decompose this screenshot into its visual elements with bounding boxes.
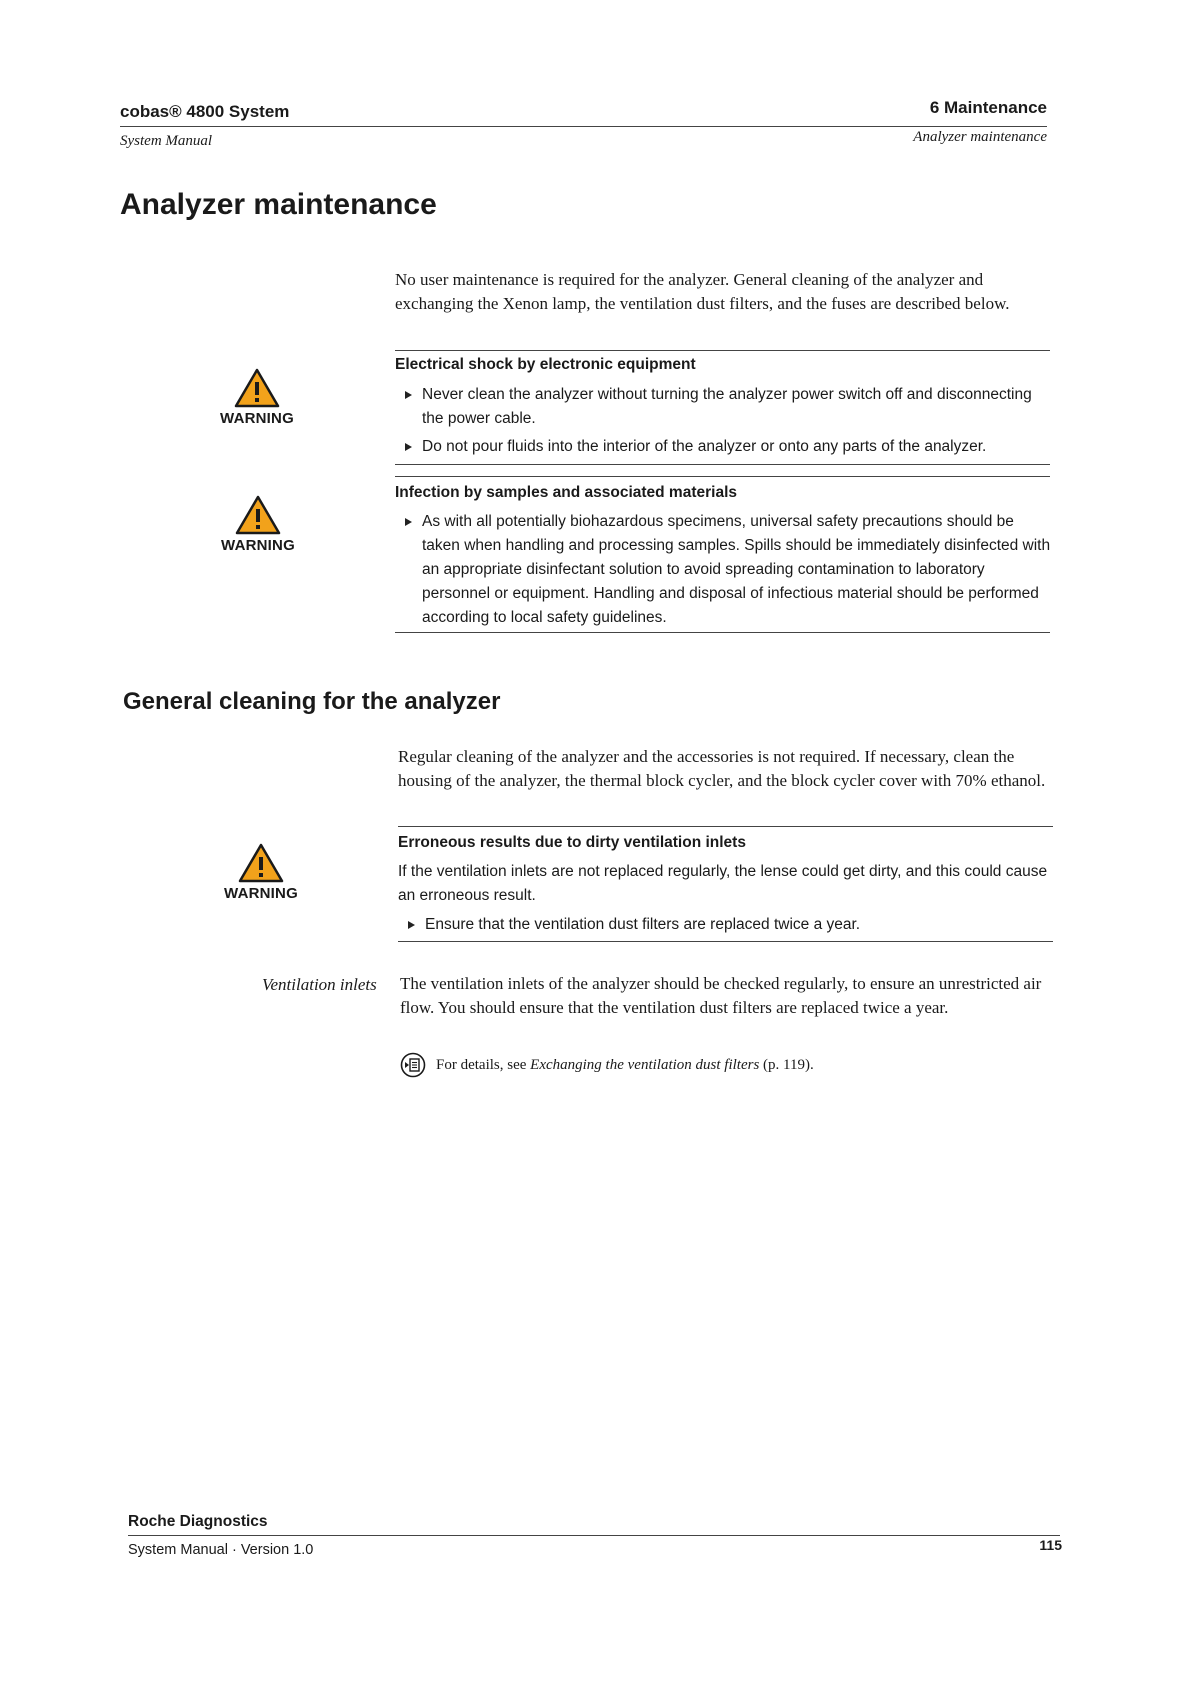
warning-rule [395, 350, 1050, 351]
warning-title: Electrical shock by electronic equipment [395, 356, 696, 373]
header-manual: System Manual [120, 133, 213, 149]
page-title: Analyzer maintenance [120, 188, 437, 221]
header-rule [120, 126, 1047, 127]
reference-line [400, 1052, 814, 1078]
warning-list [398, 913, 1053, 937]
footer-company: Roche Diagnostics [128, 1513, 268, 1530]
warning-label: WARNING [221, 537, 295, 554]
footer-rule [128, 1535, 1060, 1536]
warning-rule [395, 632, 1050, 633]
section-heading: General cleaning for the analyzer [123, 688, 501, 715]
section2-intro: Regular cleaning of the analyzer and the accessories is not required. If necessary, clean the housing of the analyzer, the thermal block cycler, and the block cycler cover with 70% ethanol. [398, 747, 1046, 790]
warning-triangle-icon [234, 368, 280, 408]
ventilation-text: The ventilation inlets of the analyzer should be checked regularly, to ensure an unrestricted air flow. You should ensure that the ventilation dust filters are replaced twice a year. [400, 974, 1042, 1017]
warning-list [395, 383, 1050, 459]
warning-rule [395, 464, 1050, 465]
warning-icon-block [216, 843, 306, 902]
header-section: Analyzer maintenance [913, 129, 1047, 145]
warning-icon-block [212, 368, 302, 427]
warning-label: WARNING [224, 885, 298, 902]
list-item: Never clean the analyzer without turning the analyzer power switch off and disconnecting the power cable. [395, 383, 1050, 431]
warning-label: WARNING [220, 410, 294, 427]
warning-text: If the ventilation inlets are not replaced regularly, the lense could get dirty, and this could cause an erroneous result. [398, 863, 1048, 904]
page-number: 115 [1039, 1537, 1062, 1553]
list-item: Do not pour fluids into the interior of the analyzer or onto any parts of the analyzer. [395, 435, 1050, 459]
footer-version: System Manual · Version 1.0 [128, 1542, 314, 1558]
warning-rule [398, 941, 1053, 942]
warning-title: Infection by samples and associated materials [395, 484, 737, 501]
list-item: Ensure that the ventilation dust filters are replaced twice a year. [398, 913, 1053, 937]
header-product: cobas® 4800 System [120, 102, 290, 121]
reference-prefix: For details, see [436, 1057, 531, 1073]
list-item: As with all potentially biohazardous specimens, universal safety precautions should be taken when handling and processing samples. Spills should be immediately disinfected with an appropriate disinfectant solution to avoid spreading contamination to laboratory personnel or equipment. Handling and disposal of infectious material should be performed according to local safety guidelines. [395, 510, 1055, 630]
section1-intro: No user maintenance is required for the analyzer. General cleaning of the analyzer and exchanging the Xenon lamp, the ventilation dust filters, and the fuses are described below. [395, 270, 1010, 313]
margin-label: Ventilation inlets [262, 975, 377, 994]
warning-list [395, 510, 1055, 630]
header-chapter: 6 Maintenance [929, 98, 1047, 117]
warning-icon-block [213, 495, 303, 554]
book-reference-icon [400, 1052, 426, 1078]
warning-title: Erroneous results due to dirty ventilation inlets [398, 834, 746, 851]
reference-suffix: (p. 119). [759, 1057, 814, 1073]
warning-rule [395, 476, 1050, 477]
warning-triangle-icon [238, 843, 284, 883]
warning-rule [398, 826, 1053, 827]
reference-link[interactable]: Exchanging the ventilation dust filters [530, 1057, 760, 1073]
warning-triangle-icon [235, 495, 281, 535]
